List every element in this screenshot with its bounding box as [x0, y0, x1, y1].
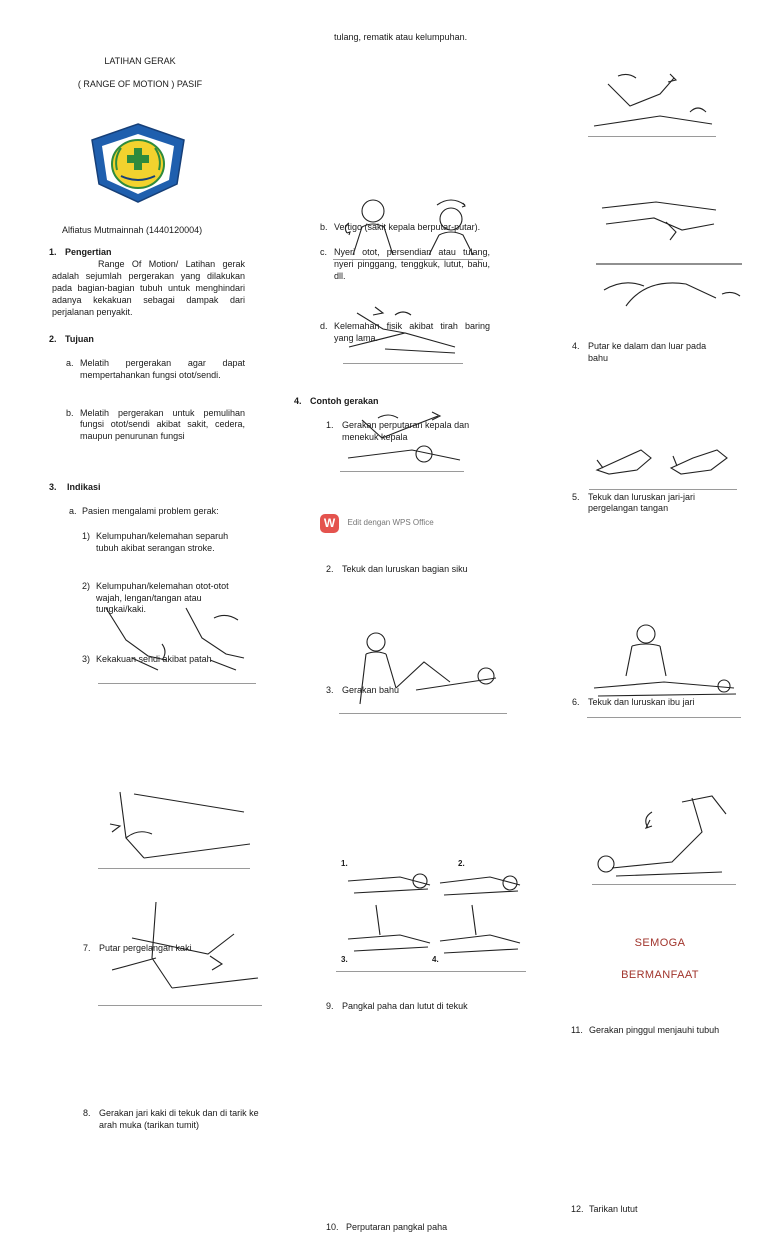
- section-1-title: Pengertian: [65, 247, 112, 257]
- indikasi-item-3-text: Kekakuan sendi akibat patah: [96, 654, 212, 665]
- wps-watermark: [320, 514, 480, 533]
- figure-3-rule: [340, 471, 464, 472]
- hip-rotation-step-2: 2.: [458, 859, 465, 868]
- figure-9-rule: [339, 713, 507, 714]
- figure-2-rule: [343, 363, 463, 364]
- indikasi-item-c-mark: c.: [320, 247, 328, 257]
- author-line: Alfiatus Mutmainnah (1440120004): [62, 225, 203, 235]
- tujuan-item-b: [66, 408, 245, 444]
- example-8-caption: [83, 1108, 263, 1132]
- example-6-text: Tekuk dan luruskan ibu jari: [588, 697, 695, 708]
- figure-1-rule: [333, 259, 483, 260]
- example-11-mark: 11.: [571, 1024, 583, 1035]
- shoulder-movement-illustration: [342, 410, 466, 466]
- section-2-number: 2.: [49, 333, 57, 344]
- institution-logo: [87, 122, 189, 204]
- example-12-mark: 12.: [571, 1204, 584, 1215]
- example-11-text: Gerakan pinggul menjauhi tubuh: [589, 1024, 720, 1035]
- example-2-text: Tekuk dan luruskan bagian siku: [342, 564, 468, 574]
- tujuan-item-b-mark: b.: [66, 407, 74, 418]
- section-1-number: 1.: [49, 247, 57, 257]
- closing-line-1: SEMOGA: [634, 937, 686, 949]
- shoulder-rotation-illustration: [590, 72, 716, 134]
- figure-11-rule: [587, 717, 741, 718]
- tujuan-item-b-text: Melatih pergerakan untuk pemulihan fungsi otot/sendi akibat sakit, cedera, maupun penurunan fungsi: [80, 407, 245, 442]
- hip-rotation-step-1: 1.: [341, 859, 348, 868]
- indikasi-sub-a-text: Pasien mengalami problem gerak:: [82, 506, 219, 516]
- indikasi-item-c-text: Nyeri otot, persendian atau tulang, nyeri pinggang, tenggkuk, lutut, bahu, dll.: [334, 247, 490, 281]
- doc-subtitle: ( RANGE OF MOTION ) PASIF: [77, 79, 203, 89]
- hip-rotation-step-4: 4.: [432, 955, 439, 964]
- hip-rotation-illustration: [340, 855, 526, 969]
- section-3-heading: [49, 482, 249, 494]
- example-12-caption: [571, 1204, 731, 1216]
- ankle-rotation-illustration: [102, 600, 254, 674]
- knee-traction-illustration: [592, 792, 736, 880]
- example-9-mark: 9.: [326, 1000, 334, 1011]
- hip-knee-flexion-illustration: [346, 628, 504, 710]
- example-9-caption: [326, 1001, 506, 1013]
- example-11-caption: [571, 1025, 761, 1037]
- example-4-caption: [572, 341, 722, 365]
- example-3-text: Gerakan bahu: [342, 684, 400, 695]
- wrist-finger-flexion-illustration: [596, 194, 742, 314]
- example-5-text: Tekuk dan luruskan jari-jari pergelangan tangan: [588, 491, 696, 514]
- example-10-text: Perputaran pangkal paha: [346, 1221, 448, 1232]
- section-4-title: Contoh gerakan: [310, 396, 379, 407]
- example-2-caption: [326, 564, 496, 576]
- indikasi-item-2-text: Kelumpuhan/kelemahan otot-otot wajah, lengan/tangan atau tungkai/kaki.: [96, 580, 229, 615]
- section-1-heading: [49, 247, 249, 259]
- doc-title: LATIHAN GERAK: [104, 56, 176, 66]
- example-8-text: Gerakan jari kaki di tekuk dan di tarik ke arah muka (tarikan tumit): [99, 1108, 259, 1130]
- figure-12-rule: [592, 884, 736, 885]
- section-4-number: 4.: [294, 396, 302, 407]
- figure-10-rule: [336, 971, 526, 972]
- figure-8a-rule: [98, 868, 250, 869]
- example-5-caption: [572, 492, 732, 516]
- indikasi-item-1: [82, 531, 252, 555]
- section-3-title: Indikasi: [67, 482, 101, 493]
- example-4-text: Putar ke dalam dan luar pada bahu: [588, 340, 707, 363]
- indikasi-item-d-text: Kelemahan fisik akibat tirah baring yang lama.: [334, 320, 490, 343]
- heel-pull-illustration: [112, 898, 262, 998]
- indikasi-sub-a-mark: a.: [69, 506, 77, 516]
- section-3-number: 3.: [49, 482, 57, 493]
- head-rotation-illustration: [343, 193, 485, 257]
- example-7-text: Putar pergelangan kaki: [99, 943, 192, 954]
- example-10-mark: 10.: [326, 1221, 339, 1232]
- example-3-mark: 3.: [326, 684, 334, 695]
- indikasi-item-b-mark: b.: [320, 222, 328, 233]
- indikasi-item-d-mark: d.: [320, 320, 328, 331]
- closing-line-2: BERMANFAAT: [621, 969, 699, 981]
- example-12-text: Tarikan lutut: [589, 1204, 638, 1215]
- tujuan-item-a-mark: a.: [66, 357, 74, 368]
- indikasi-item-3-mark: 3): [82, 654, 91, 665]
- example-9-text: Pangkal paha dan lutut di tekuk: [342, 1000, 468, 1011]
- indikasi-item-2-mark: 2): [82, 580, 91, 591]
- toe-flexion-illustration: [104, 788, 250, 866]
- example-1-mark: 1.: [326, 420, 334, 431]
- figure-7-rule: [98, 683, 256, 684]
- section-2-title: Tujuan: [65, 333, 94, 344]
- indikasi-item-1-mark: 1): [82, 530, 91, 541]
- section-1-body: Range Of Motion/ Latihan gerak adalah sejumlah pergerakan yang dilakukan pada bagian-bagian tubuh untuk menghindari adanya kekakuan sebagai dampak dari perjalanan penyakit.: [52, 259, 245, 317]
- example-1-text: Gerakan perputaran kepala dan menekuk kepala: [342, 420, 470, 443]
- indikasi-sub-a: [69, 506, 249, 518]
- figure-6-rule: [589, 489, 737, 490]
- indikasi-item-1-text: Kelumpuhan/kelemahan separuh tubuh akibat serangan stroke.: [96, 530, 229, 553]
- tujuan-item-a-text: Melatih pergerakan agar dapat mempertahankan fungsi otot/sendi.: [80, 357, 245, 380]
- example-7-mark: 7.: [83, 943, 91, 954]
- hip-rotation-step-3: 3.: [341, 955, 348, 964]
- example-4-mark: 4.: [572, 340, 580, 351]
- thumb-flexion-illustration: [589, 428, 737, 486]
- hip-abduction-illustration: [590, 622, 740, 702]
- section-2-heading: [49, 334, 249, 346]
- figure-8b-rule: [98, 1005, 262, 1006]
- elbow-flexion-illustration: [345, 303, 465, 361]
- example-6-mark: 6.: [572, 697, 580, 708]
- tujuan-item-a: [66, 358, 245, 382]
- example-10-caption: [326, 1222, 506, 1234]
- example-2-mark: 2.: [326, 564, 334, 574]
- section-4-heading: [294, 396, 474, 408]
- wps-watermark-text: Edit dengan WPS Office: [347, 518, 434, 528]
- example-5-mark: 5.: [572, 491, 580, 502]
- indikasi-item-b-text: Vertigo (sakit kepala berputar-putar).: [334, 222, 481, 233]
- figure-4-rule: [588, 136, 716, 137]
- example-8-mark: 8.: [83, 1108, 91, 1118]
- indikasi-continued-text: tulang, rematik atau kelumpuhan.: [334, 32, 468, 42]
- wps-office-icon: W: [320, 514, 339, 533]
